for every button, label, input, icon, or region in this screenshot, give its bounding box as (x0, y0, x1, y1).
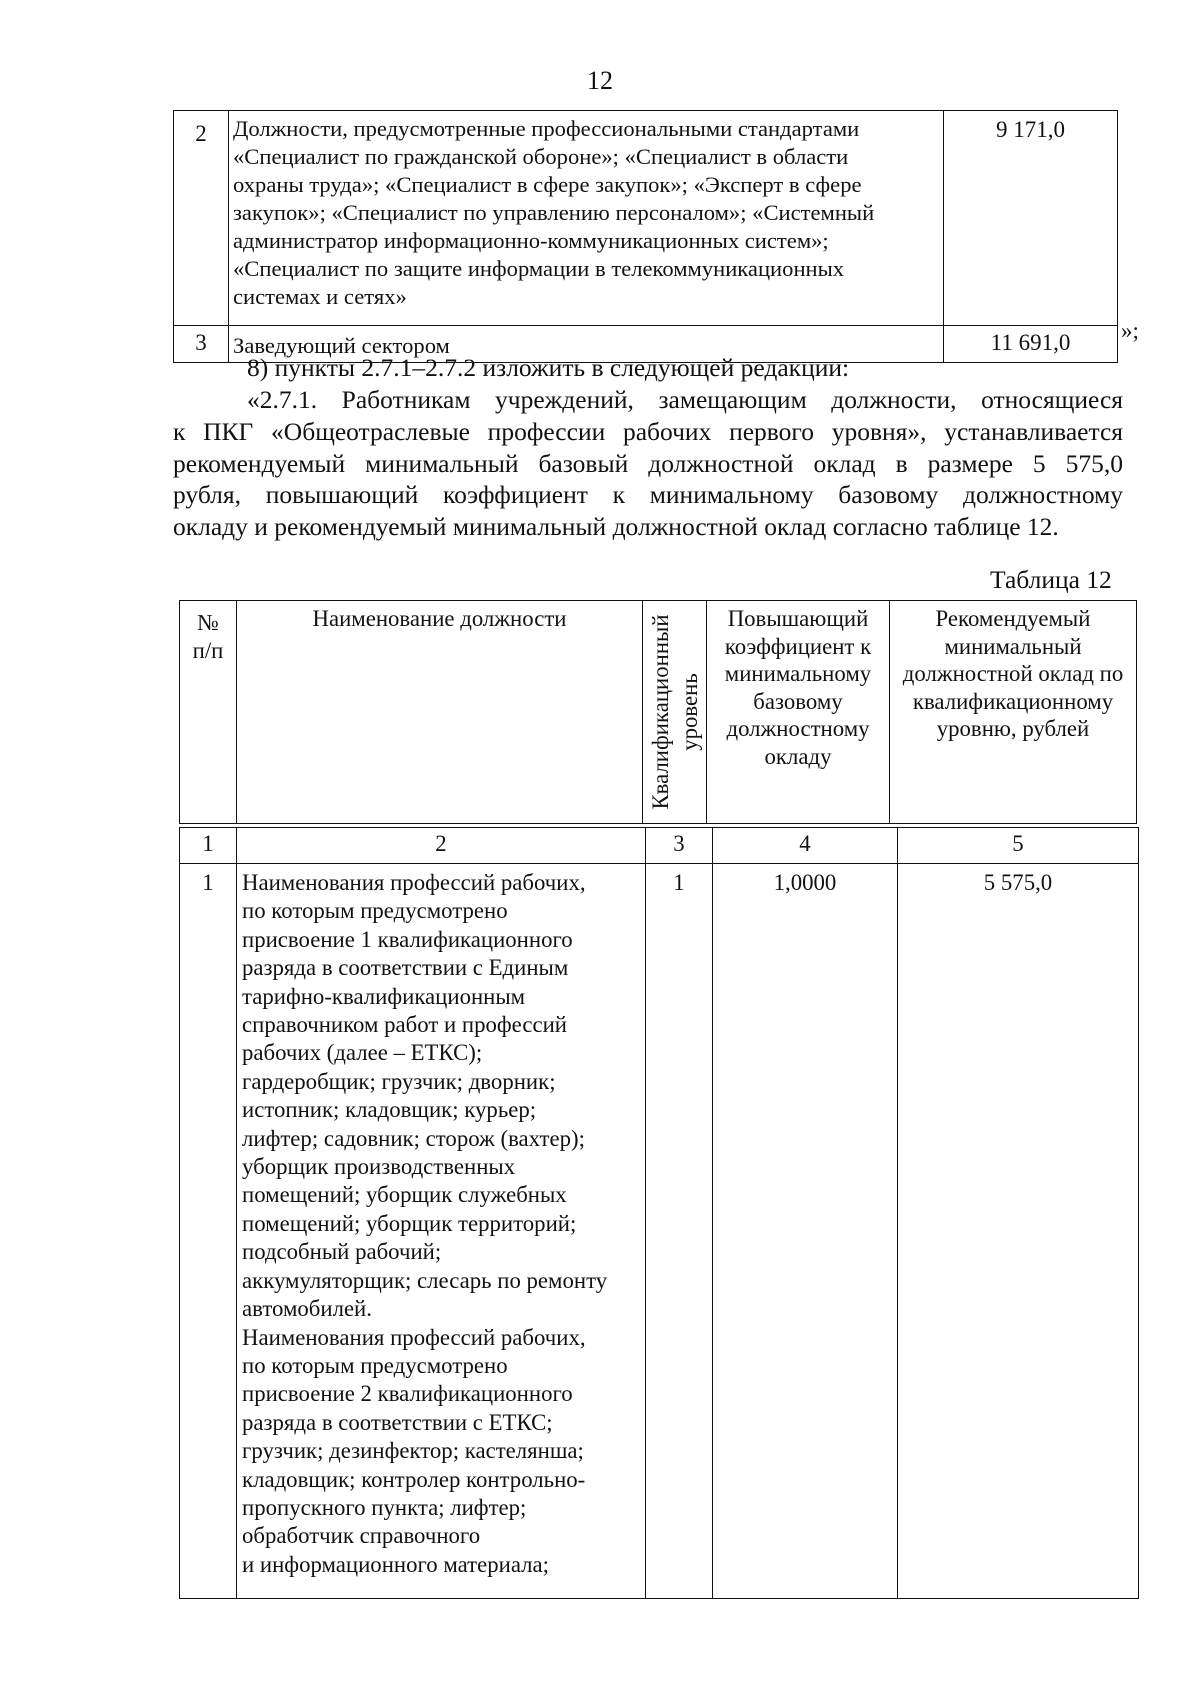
row-number: 3 (174, 326, 229, 363)
paragraph-line: рубля, повышающий коэффициент к минимальному базовому должностному (173, 480, 1123, 509)
paragraph-line: «2.7.1. Работникам учреждений, замещающим должности, относящиеся (247, 385, 1123, 414)
text-line: присвоение 2 квалификационного (242, 1381, 573, 1407)
column-number: 2 (237, 828, 646, 864)
closing-quote: »; (1121, 318, 1139, 343)
text-line: уборщик производственных (242, 1154, 516, 1180)
text-line: разряда в соответствии с Единым (242, 955, 569, 981)
header-text: должностному (726, 716, 870, 741)
position-name (229, 111, 944, 326)
text-line: аккумуляторщик; слесарь по ремонту (242, 1267, 608, 1293)
text-line: и информационного материала; (242, 1551, 550, 1577)
text-line: закупок»; «Специалист по управлению персоналом»; «Системный (233, 200, 875, 225)
positions-table-continued (173, 110, 1118, 363)
vertical-header-text (646, 614, 704, 809)
text-line: подсобный рабочий; (242, 1239, 442, 1265)
text-line: помещений; уборщик территорий; (242, 1210, 577, 1236)
header-text: минимальный (944, 633, 1082, 659)
header-position-name: Наименование должности (237, 601, 643, 824)
text-line: лифтер; садовник; сторож (вахтер); (242, 1125, 585, 1151)
qualification-level: 1 (646, 864, 713, 1599)
text-line: по которым предусмотрено (242, 1352, 508, 1378)
header-text: квалификационному (912, 688, 1114, 714)
text-line: охраны труда»; «Специалист в сфере закупок»; «Эксперт в сфере (233, 172, 862, 197)
header-text: уровню, рублей (936, 716, 1090, 741)
header-text: п/п (192, 637, 224, 663)
text-line: Наименования профессий рабочих, (242, 870, 586, 895)
text-line: автомобилей. (242, 1296, 372, 1322)
text-line: истопник; кладовщик; курьер; (242, 1097, 537, 1123)
text-line: рабочих (далее – ЕТКС); (242, 1040, 483, 1066)
text-line: Заведующий сектором (233, 333, 450, 358)
item-8-heading: 8) пункты 2.7.1–2.7.2 изложить в следующей редакции: (247, 353, 850, 382)
text-line: «Специалист по гражданской обороне»; «Специалист в области (233, 144, 849, 169)
header-text: минимальному (724, 661, 872, 686)
column-number: 3 (646, 828, 713, 864)
column-number: 1 (180, 828, 237, 864)
text-line: тарифно-квалификационным (242, 983, 526, 1009)
paragraph-line: рекомендуемый минимальный базовый должностной оклад в размере 5 575,0 (173, 449, 1123, 478)
header-text: Квалификационный (647, 614, 673, 810)
table-caption: Таблица 12 (990, 565, 1112, 594)
header-coefficient (707, 601, 890, 824)
header-text: Рекомендуемый (935, 606, 1091, 631)
text-line: пропускного пункта; лифтер; (242, 1494, 527, 1520)
row-number: 2 (174, 111, 229, 326)
header-text: должностной оклад по (902, 661, 1124, 686)
page-number: 12 (587, 66, 613, 95)
text-line: по которым предусмотрено (242, 898, 508, 924)
text-line: гардеробщик; грузчик; дворник; (242, 1068, 556, 1094)
salary-value: 5 575,0 (898, 864, 1139, 1599)
text-line: разряда в соответствии с ЕТКС; (242, 1409, 553, 1435)
salary-value: 9 171,0 (944, 111, 1118, 326)
header-text: Повышающий (727, 606, 869, 631)
header-text: коэффициент к (724, 633, 872, 659)
header-number (180, 601, 237, 824)
header-text: окладу (764, 743, 832, 769)
column-number-row (180, 828, 1139, 864)
text-line: справочником работ и профессий (242, 1012, 567, 1038)
coefficient-value: 1,0000 (713, 864, 898, 1599)
header-qualification-level (643, 601, 707, 824)
text-line: Должности, предусмотренные профессиональными стандартами (233, 116, 860, 141)
text-line: Наименования профессий рабочих, (242, 1324, 586, 1350)
row-number: 1 (180, 864, 237, 1599)
text-line: системах и сетях» (233, 284, 407, 309)
header-text: базовому (753, 688, 843, 714)
header-row (180, 601, 1137, 824)
header-text: уровень (676, 673, 702, 751)
header-recommended-salary (890, 601, 1137, 824)
text-line: грузчик; дезинфектор; кастелянша; (242, 1438, 584, 1464)
table-row (180, 864, 1139, 1599)
text-line: «Специалист по защите информации в телекоммуникационных (233, 256, 845, 281)
paragraph-line: окладу и рекомендуемый минимальный должностной оклад согласно таблице 12. (173, 512, 1059, 541)
paragraph-line: к ПКГ «Общеотраслевые профессии рабочих первого уровня», устанавливается (173, 417, 1123, 446)
text-line: помещений; уборщик служебных (242, 1182, 567, 1208)
position-name (237, 864, 646, 1599)
salary-value: 11 691,0 (944, 326, 1118, 363)
text-line: обработчик справочного (242, 1523, 481, 1549)
table-row (174, 111, 1118, 326)
text-line: присвоение 1 квалификационного (242, 926, 573, 952)
table-12-header (179, 600, 1137, 824)
column-number: 5 (898, 828, 1139, 864)
table-12-body (179, 827, 1139, 1599)
text-line: кладовщик; контролер контрольно- (242, 1466, 586, 1492)
text-line: администратор информационно-коммуникационных систем»; (233, 228, 829, 253)
header-text: № (197, 610, 219, 635)
column-number: 4 (713, 828, 898, 864)
